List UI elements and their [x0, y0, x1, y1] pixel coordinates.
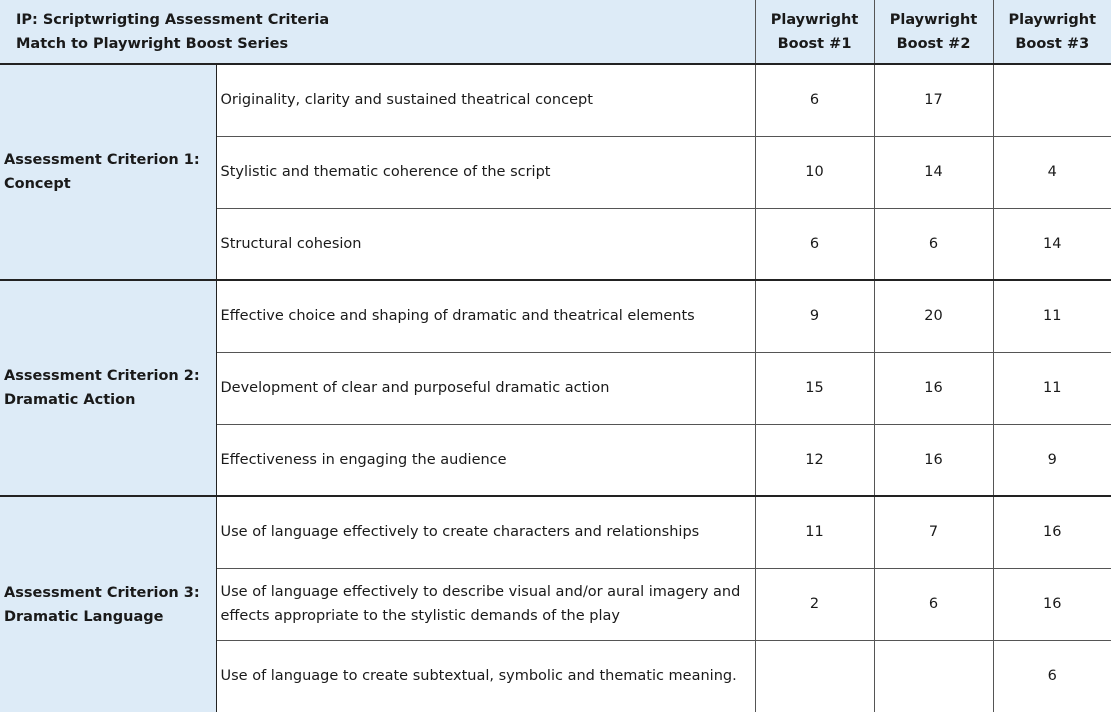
- title-line-1: IP: Scriptwrigting Assessment Criteria: [16, 11, 330, 28]
- table-row: [0, 64, 1111, 136]
- boost-3-value: 9: [993, 424, 1111, 496]
- boost-2-value: 17: [874, 64, 993, 136]
- criterion-description: Use of language effectively to create characters and relationships: [216, 496, 755, 568]
- boost-3-value: 11: [993, 352, 1111, 424]
- boost-2-value: 16: [874, 352, 993, 424]
- boost-3-value: 6: [1047, 668, 1057, 685]
- boost-2-value: 20: [874, 280, 993, 352]
- criterion-description: Use of language effectively to describe visual and/or aural imagery and effects appropriate to the stylistic demands of the play: [216, 568, 755, 640]
- boost-2-value: 6: [874, 208, 993, 280]
- boost-2-value: 16: [874, 424, 993, 496]
- boost-3-value: 14: [993, 208, 1111, 280]
- table-title: [0, 0, 755, 64]
- column-header-boost-1: Playwright Boost #1: [755, 0, 874, 64]
- boost-1-value: 6: [755, 208, 874, 280]
- table-row: [0, 496, 1111, 568]
- boost-2-value: 6: [874, 568, 993, 640]
- criterion-label-2: Assessment Criterion 2: Dramatic Action: [0, 280, 216, 496]
- boost-2-value: 7: [874, 496, 993, 568]
- boost-2-value: 14: [874, 136, 993, 208]
- boost-3-value: [993, 64, 1111, 136]
- criterion-description: Use of language to create subtextual, symbolic and thematic meaning.: [216, 640, 755, 712]
- column-header-boost-2: Playwright Boost #2: [874, 0, 993, 64]
- boost-2-value: [874, 640, 993, 712]
- criterion-description: Stylistic and thematic coherence of the script: [216, 136, 755, 208]
- boost-1-value: 11: [755, 496, 874, 568]
- boost-3-value: 16: [993, 496, 1111, 568]
- criterion-description: Effectiveness in engaging the audience: [216, 424, 755, 496]
- criterion-label-3: Assessment Criterion 3: Dramatic Language: [0, 496, 216, 712]
- boost-1-value: 2: [755, 568, 874, 640]
- boost-1-value: 6: [755, 64, 874, 136]
- criterion-description: Structural cohesion: [216, 208, 755, 280]
- header-row: [0, 0, 1111, 64]
- criterion-description: Originality, clarity and sustained theatrical concept: [216, 64, 755, 136]
- boost-3-value: 16: [993, 568, 1111, 640]
- boost-3-value: 4: [993, 136, 1111, 208]
- title-line-2: Match to Playwright Boost Series: [16, 35, 289, 52]
- criterion-label-1: Assessment Criterion 1: Concept: [0, 64, 216, 280]
- boost-1-value: 15: [755, 352, 874, 424]
- boost-1-value: 9: [755, 280, 874, 352]
- criterion-description: Effective choice and shaping of dramatic and theatrical elements: [216, 280, 755, 352]
- boost-3-value: 11: [993, 280, 1111, 352]
- boost-1-value: 12: [755, 424, 874, 496]
- column-header-boost-3: Playwright Boost #3: [993, 0, 1111, 64]
- boost-1-value: 10: [755, 136, 874, 208]
- table-row: [0, 280, 1111, 352]
- boost-1-value: [755, 640, 874, 712]
- criterion-description: Development of clear and purposeful dramatic action: [216, 352, 755, 424]
